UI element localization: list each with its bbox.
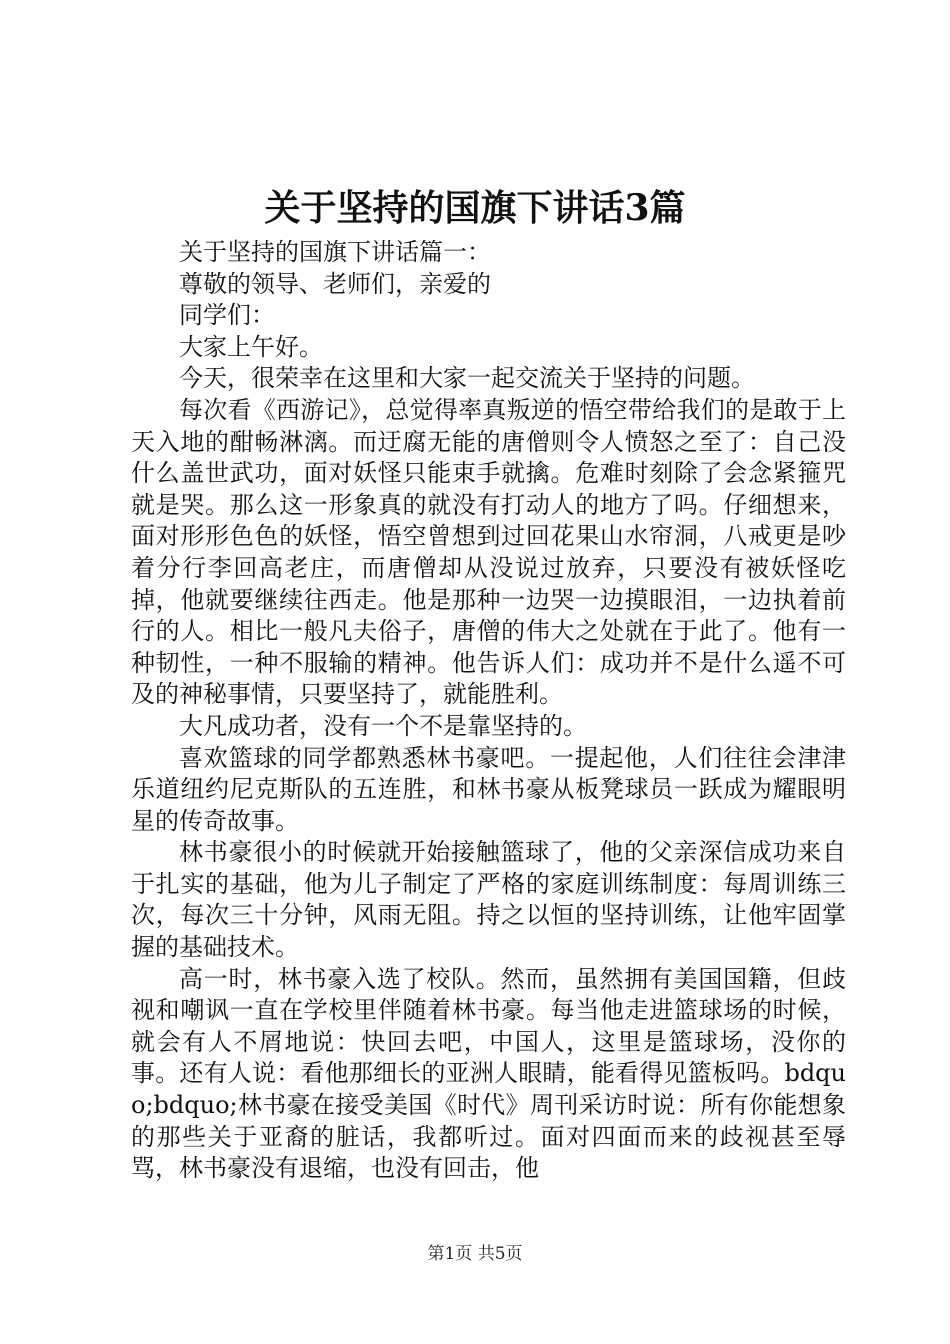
- paragraph-greeting: 大家上午好。: [179, 332, 323, 361]
- paragraph-heading: 关于坚持的国旗下讲话篇一：: [179, 238, 491, 266]
- document-title: 关于坚持的国旗下讲话3篇: [264, 187, 686, 229]
- paragraph-high-school: 高一时，林书豪入选了校队。然而，虽然拥有美国国籍，但歧视和嘲讽一直在学校里伴随着林书豪。每当他走进篮球场的时候，就会有人不屑地说：快回去吧，中国人，这里是篮球场，没你的事。还有人说：看他那细长的亚洲人眼睛，能看得见篮板吗。bdquo;bdquo;林书豪在接受美国《时代》周刊采访时说：所有你能想象的那些关于亚裔的脏话，我都听过。面对四面而来的歧视甚至辱骂，林书豪没有退缩，也没有回击，他: [131, 964, 846, 1183]
- paragraph-basketball: 喜欢篮球的同学都熟悉林书豪吧。一提起他，人们往往会津津乐道纽约尼克斯队的五连胜，和林书豪从板凳球员一跃成为耀眼明星的传奇故事。: [131, 743, 846, 835]
- paragraph-childhood: 林书豪很小的时候就开始接触篮球了，他的父亲深信成功来自于扎实的基础，他为儿子制定了严格的家庭训练制度：每周训练三次，每次三十分钟，风雨无阻。持之以恒的坚持训练，让他牢固掌握的基础技术。: [131, 838, 846, 962]
- paragraph-salutation: 尊敬的领导、老师们，亲爱的: [179, 269, 491, 298]
- page-footer: 第1页 共5页: [427, 1244, 523, 1264]
- paragraph-intro: 今天，很荣幸在这里和大家一起交流关于坚持的问题。: [179, 364, 755, 393]
- paragraph-journey-west: 每次看《西游记》，总觉得率真叛逆的悟空带给我们的是敢于上天入地的酣畅淋漓。而迂腐无能的唐僧则令人愤怒之至了：自己没什么盖世武功，面对妖怪只能束手就擒。危难时刻除了会念紧箍咒就是哭。那么这一形象真的就没有打动人的地方了吗。仔细想来，面对形形色色的妖怪，悟空曾想到过回花果山水帘洞，八戒更是吵着分行李回高老庄，而唐僧却从没说过放弃，只要没有被妖怪吃掉，他就要继续往西走。他是那种一边哭一边摸眼泪，一边执着前行的人。相比一般凡夫俗子，唐僧的伟大之处就在于此了。他有一种韧性，一种不服输的精神。他告诉人们：成功并不是什么遥不可及的神秘事情，只要坚持了，就能胜利。: [131, 395, 846, 709]
- paragraph-salutation-cont: 同学们：: [179, 301, 275, 330]
- document-body: [131, 237, 846, 1185]
- paragraph-success: 大凡成功者，没有一个不是靠坚持的。: [179, 711, 587, 740]
